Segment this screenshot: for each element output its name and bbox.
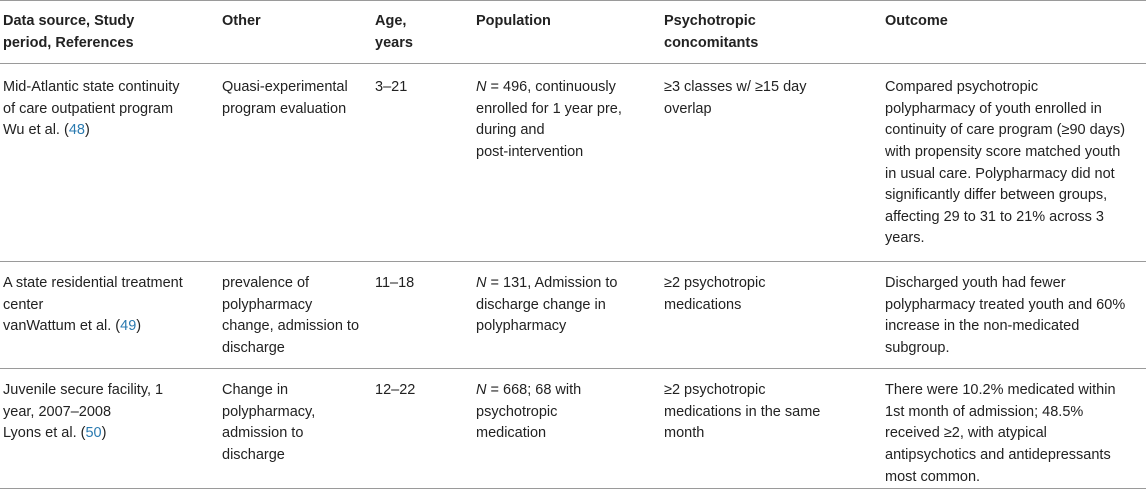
cell-outcome: Compared psychotropic polypharmacy of youth enrolled in continuity of care program (≥90 days) with propensity score matched youth in usual care. Polypharmacy did not significantly differ between groups, affecting 29 to 31 to 21% across 3 years. bbox=[885, 64, 1146, 262]
header-age: Age, years bbox=[375, 1, 476, 64]
cell-other: Change in polypharmacy, admission to discharge bbox=[222, 369, 375, 489]
cell-age: 3–21 bbox=[375, 64, 476, 262]
cell-concomitants: ≥2 psychotropic medications in the same month bbox=[664, 369, 885, 489]
header-row bbox=[0, 1, 1146, 64]
header-psychotropic-concomitants: Psychotropic concomitants bbox=[664, 1, 885, 64]
cell-data-source: Juvenile secure facility, 1 year, 2007–2008 Lyons et al. (50) bbox=[0, 369, 222, 489]
reference: vanWattum et al. (49) bbox=[3, 318, 142, 335]
cell-data-source: A state residential treatment center vanWattum et al. (49) bbox=[0, 262, 222, 369]
cell-population: N = 131, Admission to discharge change in polypharmacy bbox=[476, 262, 664, 369]
cell-age: 12–22 bbox=[375, 369, 476, 489]
cell-outcome: There were 10.2% medicated within 1st month of admission; 48.5% received ≥2, with atypical antipsychotics and antidepressants most common. bbox=[885, 369, 1146, 489]
table-header bbox=[0, 1, 1146, 64]
reference-link[interactable]: 50 bbox=[85, 425, 102, 442]
cell-population: N = 668; 68 with psychotropic medication bbox=[476, 369, 664, 489]
cell-concomitants: ≥3 classes w/ ≥15 day overlap bbox=[664, 64, 885, 262]
cell-concomitants: ≥2 psychotropic medications bbox=[664, 262, 885, 369]
cell-other: Quasi-experimental program evaluation bbox=[222, 64, 375, 262]
reference: Lyons et al. (50) bbox=[3, 425, 107, 442]
header-other: Other bbox=[222, 1, 375, 64]
header-data-source: Data source, Study period, References bbox=[0, 1, 222, 64]
cell-data-source: Mid-Atlantic state continuity of care outpatient program Wu et al. (48) bbox=[0, 64, 222, 262]
cell-age: 11–18 bbox=[375, 262, 476, 369]
table-body bbox=[0, 64, 1146, 489]
table-row bbox=[0, 369, 1146, 489]
header-population: Population bbox=[476, 1, 664, 64]
cell-other: prevalence of polypharmacy change, admission to discharge bbox=[222, 262, 375, 369]
header-outcome: Outcome bbox=[885, 1, 1146, 64]
cell-population: N = 496, continuously enrolled for 1 year pre, during and post-intervention bbox=[476, 64, 664, 262]
cell-outcome: Discharged youth had fewer polypharmacy treated youth and 60% increase in the non-medicated subgroup. bbox=[885, 262, 1146, 369]
reference: Wu et al. (48) bbox=[3, 122, 90, 139]
reference-link[interactable]: 48 bbox=[68, 122, 85, 139]
reference-link[interactable]: 49 bbox=[120, 318, 137, 335]
table-row bbox=[0, 262, 1146, 369]
table-row bbox=[0, 64, 1146, 262]
